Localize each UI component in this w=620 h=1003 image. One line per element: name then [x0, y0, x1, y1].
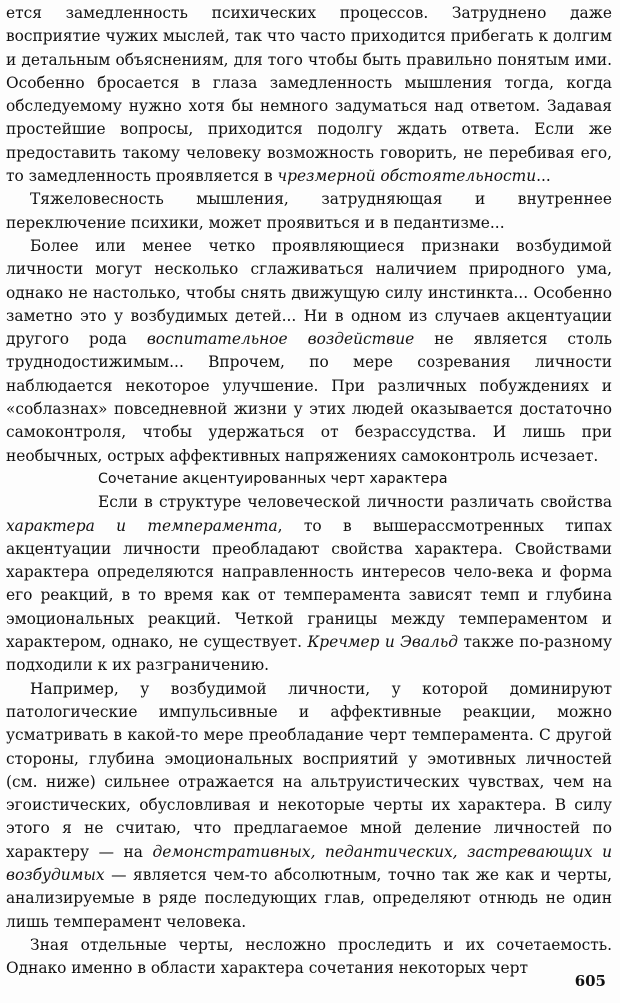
text-run: , то в вышерассмотренных типах акцентуации личности преобладают свойства характера. Свойствами характера определяются направленность интересов чело-века и форма его реакций, в то время как от темперамента зависят темп и глубина эмоциональных реакций. Четкой границы между темпераментом и характером, однако, не существует. — [6, 516, 612, 652]
text-run: Зная отдельные черты, несложно проследить и их сочетаемость. Однако именно в области характера сочетания некоторых черт — [6, 935, 612, 978]
paragraph — [6, 491, 612, 677]
text-run: Более или менее четко проявляющиеся признаки возбудимой личности могут несколько сглаживаться наличием природного ума, однако не настолько, чтобы снять движущую силу инстинкта... Особенно заметно это у возбудимых детей... Ни в одном из случаев акцентуации другого рода — [6, 236, 612, 349]
italic-run: характера и темперамента — [6, 516, 278, 535]
italic-run: чрезмерной обстоятельности — [277, 167, 537, 186]
text-run: не является столь труднодостижимым... Впрочем, по мере созревания личности наблюдается некоторое улучшение. При различных побуждениях и «соблазнах» повседневной жизни у этих людей оказывается достаточно самоконтроля, чтобы удержаться от безрассудства. И лишь при необычных, острых аффективных напряжениях самоконтроль исчезает. — [6, 330, 612, 465]
text-run: Сочетание акцентуированных черт характера — [98, 470, 448, 487]
paragraph — [6, 188, 612, 235]
text-run: — является чем-то абсолютным, точно так же как и черты, анализируемые в ряде последующих глав, определяют отнюдь не один лишь темперамент человека. — [6, 865, 612, 931]
italic-run: демонстративных, педантических, застревающих и возбудимых — [6, 842, 612, 884]
page-body-text — [6, 2, 612, 980]
text-run: Например, у возбудимой личности, у которой доминируют патологические импульсивные и аффективные реакции, можно усматривать в какой-то мере преобладание черт темперамента. С другой стороны, глубина эмоциональных восприятий у эмотивных личностей (см. ниже) сильнее отражается на альтруистических чувствах, чем на эгоистических, обусловливая и некоторые черты их характера. В силу этого я не считаю, что предлагаемое мной деление личностей по характеру — на — [6, 679, 612, 861]
paragraph — [6, 678, 612, 934]
italic-run: воспитательное воздействие — [146, 330, 415, 349]
page-number: 605 — [574, 972, 606, 990]
text-run: Тяжеловесность мышления, затрудняющая и внутреннее переключение психики, может проявиться и в педантизме... — [6, 190, 612, 232]
paragraph — [6, 235, 612, 468]
paragraph-continuation — [6, 2, 612, 188]
text-run: также по-разному подходили к их разграничению. — [6, 633, 612, 675]
paragraph — [6, 934, 612, 981]
italic-run: Кречмер и Эвальд — [307, 633, 458, 652]
text-run: ... — [536, 167, 551, 186]
text-run: Если в структуре человеческой личности различать свойства — [98, 493, 612, 512]
text-run: ется замедленность психических процессов. Затруднено даже восприятие чужих мыслей, так что часто приходится прибегать к долгим и детальным объяснениям, для того чтобы быть правильно понятым ими. Особенно бросается в глаза замедленность мышления тогда, когда обследуемому нужно хотя бы немного задуматься над ответом. Задавая простейшие вопросы, приходится подолгу ждать ответа. Если же предоставить такому человеку возможность говорить, не перебивая его, то замедленность проявляется в — [6, 4, 612, 186]
section-heading — [6, 468, 612, 491]
